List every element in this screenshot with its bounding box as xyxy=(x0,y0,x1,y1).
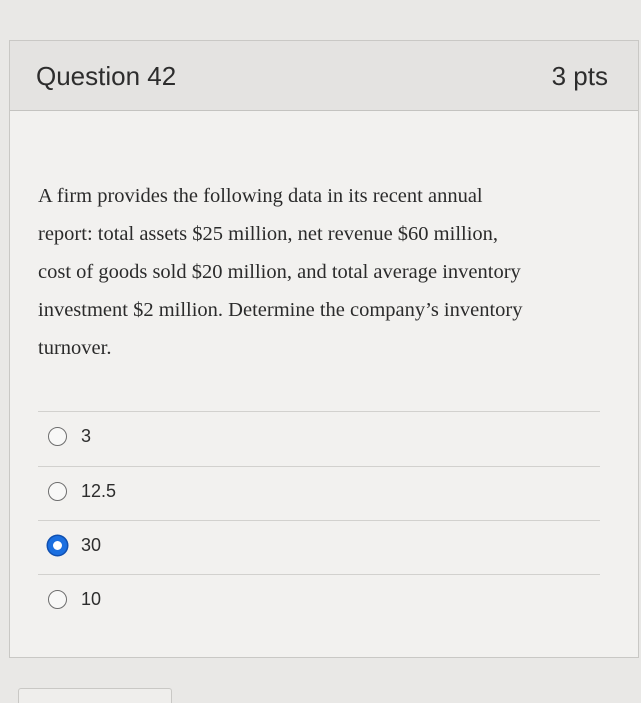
radio-button[interactable] xyxy=(48,482,67,501)
answer-divider xyxy=(38,574,600,575)
answer-option-30[interactable] xyxy=(48,532,101,558)
answer-label: 3 xyxy=(81,425,92,446)
answer-label: 30 xyxy=(81,534,102,555)
question-title: Question 42 xyxy=(36,61,177,91)
question-points: 3 pts xyxy=(551,61,608,91)
radio-button[interactable] xyxy=(48,590,67,609)
question-text-line: cost of goods sold $20 million, and total average inventory xyxy=(38,261,521,283)
answer-option-12-5[interactable] xyxy=(48,478,116,504)
question-card xyxy=(9,40,639,658)
answer-divider xyxy=(38,466,600,467)
question-text-line: report: total assets $25 million, net revenue $60 million, xyxy=(38,223,499,245)
question-header xyxy=(10,41,638,111)
radio-button-selected[interactable] xyxy=(48,536,67,555)
radio-button[interactable] xyxy=(48,427,67,446)
answer-label: 10 xyxy=(81,588,102,609)
answer-option-10[interactable] xyxy=(48,586,101,612)
question-text-line: investment $2 million. Determine the company’s inventory xyxy=(38,299,523,321)
answer-option-3[interactable] xyxy=(48,423,91,449)
question-text-line: A firm provides the following data in its recent annual xyxy=(38,185,483,207)
question-text-line: turnover. xyxy=(38,337,112,359)
answer-divider xyxy=(38,411,600,412)
next-card-edge xyxy=(18,688,172,703)
answer-divider xyxy=(38,520,600,521)
answer-label: 12.5 xyxy=(81,480,117,501)
question-text xyxy=(38,177,608,367)
